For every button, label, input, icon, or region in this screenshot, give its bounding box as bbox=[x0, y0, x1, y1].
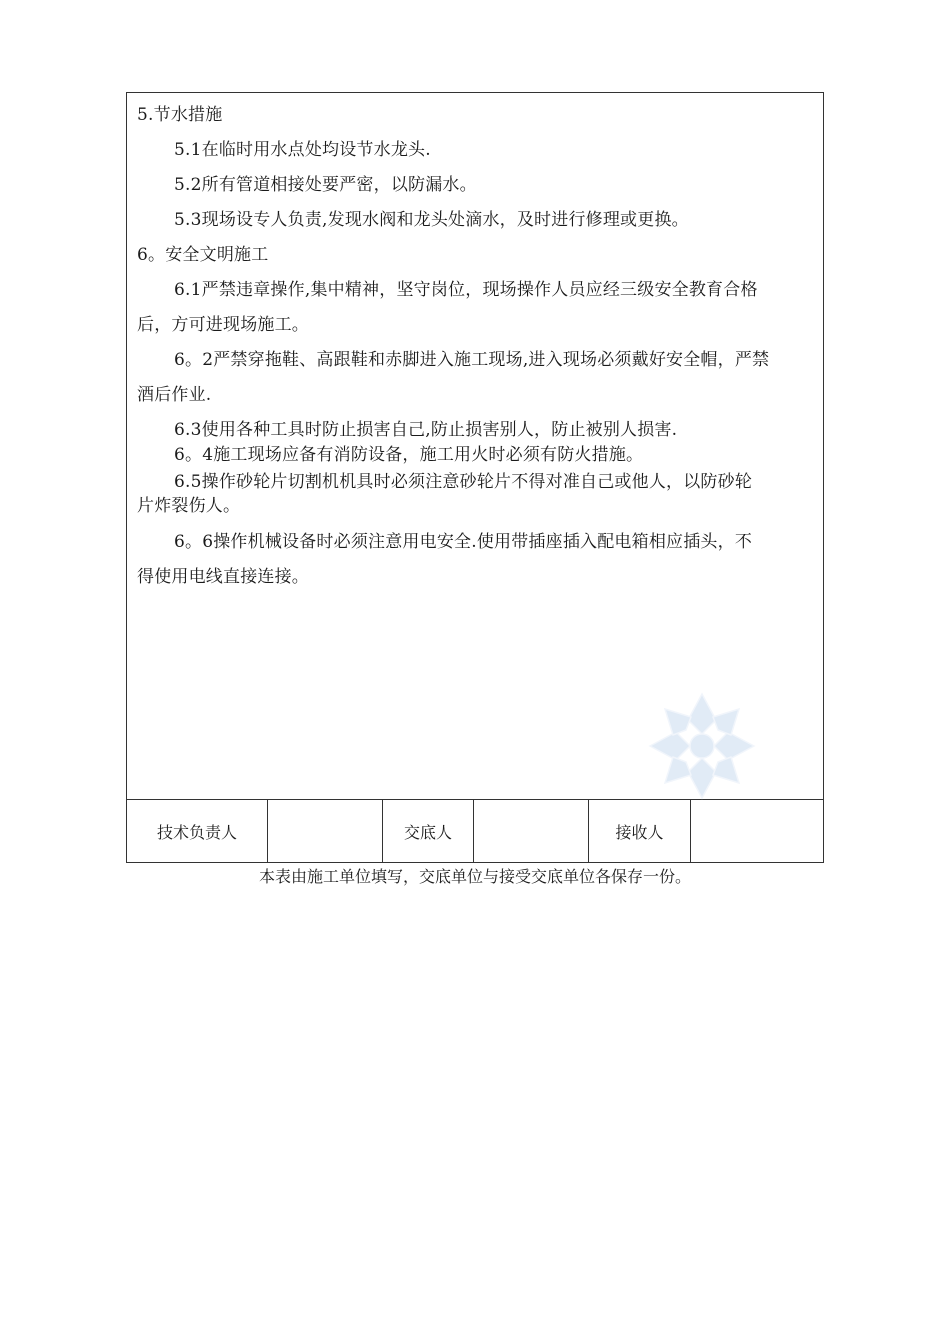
receiver-label: 接收人 bbox=[589, 800, 691, 862]
text-line: 6.3使用各种工具时防止损害自己,防止损害别人，防止被别人损害. bbox=[174, 420, 678, 440]
text-line: 5.1在临时用水点处均设节水龙头. bbox=[174, 140, 431, 160]
handover-label: 交底人 bbox=[383, 800, 474, 862]
tech-lead-signature-field[interactable] bbox=[268, 800, 383, 862]
text-line: 得使用电线直接连接。 bbox=[137, 567, 309, 587]
text-line: 6。6操作机械设备时必须注意用电安全.使用带插座插入配电箱相应插头，不 bbox=[174, 532, 753, 552]
text-line: 酒后作业. bbox=[137, 385, 212, 405]
section-heading-safety: 6。安全文明施工 bbox=[137, 245, 269, 265]
section-heading-water-saving: 5.节水措施 bbox=[137, 105, 223, 125]
text-line: 6.5操作砂轮片切割机机具时必须注意砂轮片不得对准自己或他人，以防砂轮 bbox=[174, 472, 753, 492]
text-line: 5.2所有管道相接处要严密，以防漏水。 bbox=[174, 175, 477, 195]
signature-row bbox=[127, 800, 823, 862]
tech-lead-label: 技术负责人 bbox=[127, 800, 268, 862]
text-line: 后，方可进现场施工。 bbox=[137, 315, 309, 335]
text-line: 6.1严禁违章操作,集中精神，坚守岗位，现场操作人员应经三级安全教育合格 bbox=[174, 280, 758, 300]
text-line: 片炸裂伤人。 bbox=[137, 496, 241, 516]
text-line: 6。2严禁穿拖鞋、高跟鞋和赤脚进入施工现场,进入现场必须戴好安全帽，严禁 bbox=[174, 350, 770, 370]
footer-note: 本表由施工单位填写，交底单位与接受交底单位各保存一份。 bbox=[258, 867, 691, 886]
text-line: 5.3现场设专人负责,发现水阀和龙头处滴水，及时进行修理或更换。 bbox=[174, 210, 689, 230]
text-line: 6。4施工现场应备有消防设备，施工用火时必须有防火措施。 bbox=[174, 445, 644, 465]
handover-signature-field[interactable] bbox=[474, 800, 589, 862]
receiver-signature-field[interactable] bbox=[691, 800, 823, 862]
watermark-logo-icon bbox=[646, 690, 758, 802]
